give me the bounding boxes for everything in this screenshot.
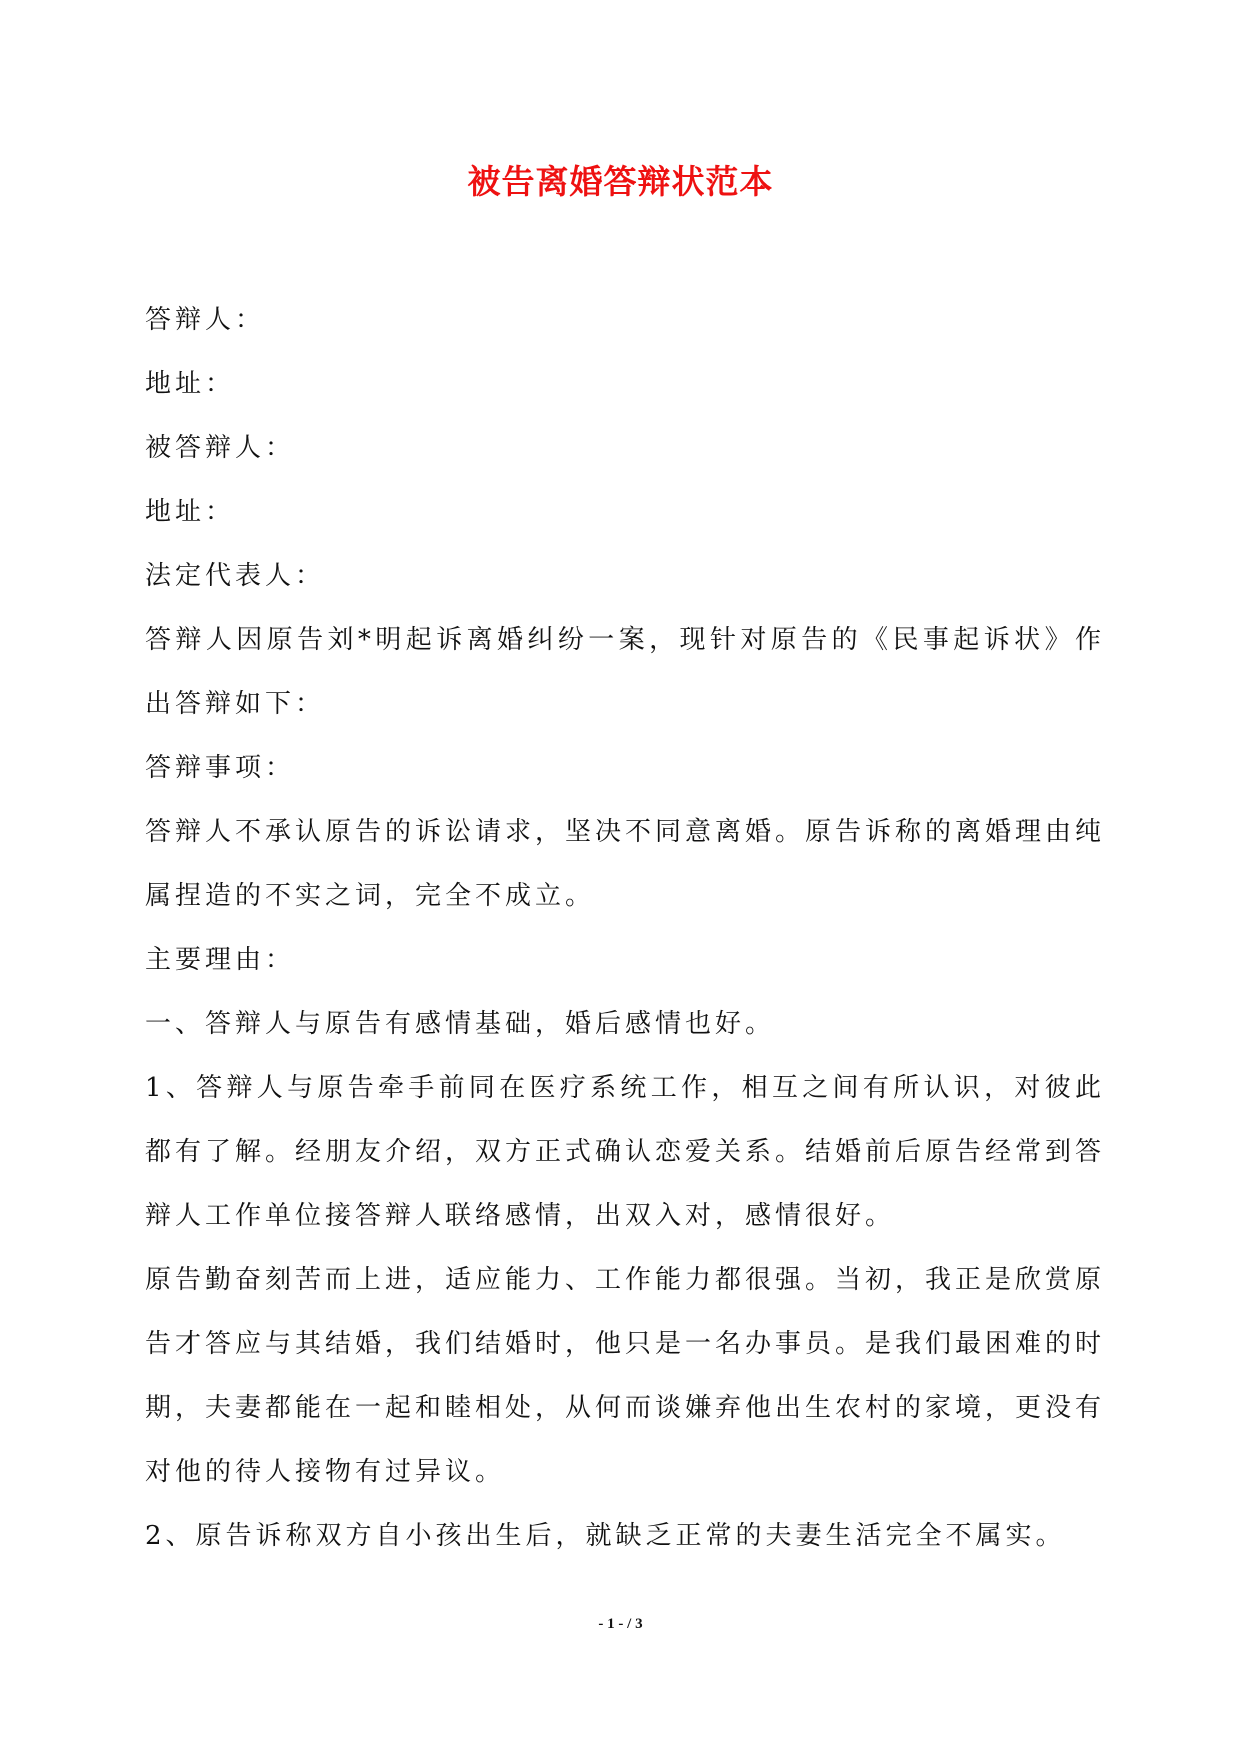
paragraph-main-reasons-heading: 主要理由： bbox=[145, 945, 296, 975]
paragraph-defense-items: 答辩人不承认原告的诉讼请求，坚决不同意离婚。原告诉称的离婚理由纯属捏造的不实之词，完全不成立。 bbox=[145, 817, 1106, 911]
paragraph-defendant: 被答辩人： bbox=[145, 433, 296, 463]
paragraph-respondent-address: 地址： bbox=[145, 369, 236, 399]
paragraph-respondent: 答辩人： bbox=[145, 305, 266, 335]
paragraph-defense-items-heading: 答辩事项： bbox=[145, 753, 296, 783]
paragraph-reason-one-point-one: 1、答辩人与原告牵手前同在医疗系统工作，相互之间有所认识，对彼此都有了解。经朋友介绍，双方正式确认恋爱关系。结婚前后原告经常到答辩人工作单位接答辩人联络感情，出双入对，感情很好。 bbox=[145, 1073, 1106, 1231]
document-title: 被告离婚答辩状范本 bbox=[467, 162, 774, 201]
paragraph-reason-one: 一、答辩人与原告有感情基础，婚后感情也好。 bbox=[145, 1009, 776, 1039]
document-body bbox=[145, 288, 1105, 1568]
paragraph-reason-one-point-two: 2、原告诉称双方自小孩出生后，就缺乏正常的夫妻生活完全不属实。 bbox=[145, 1521, 1066, 1551]
paragraph-defendant-address: 地址： bbox=[145, 497, 236, 527]
paragraph-intro: 答辩人因原告刘*明起诉离婚纠纷一案，现针对原告的《民事起诉状》作出答辩如下： bbox=[145, 625, 1105, 719]
page-number: - 1 - / 3 bbox=[598, 1616, 643, 1632]
paragraph-reason-one-detail: 原告勤奋刻苦而上进，适应能力、工作能力都很强。当初，我正是欣赏原告才答应与其结婚，我们结婚时，他只是一名办事员。是我们最困难的时期，夫妻都能在一起和睦相处，从何而谈嫌弃他出生农村的家境，更没有对他的待人接物有过异议。 bbox=[145, 1265, 1106, 1487]
paragraph-legal-representative: 法定代表人： bbox=[145, 561, 326, 591]
